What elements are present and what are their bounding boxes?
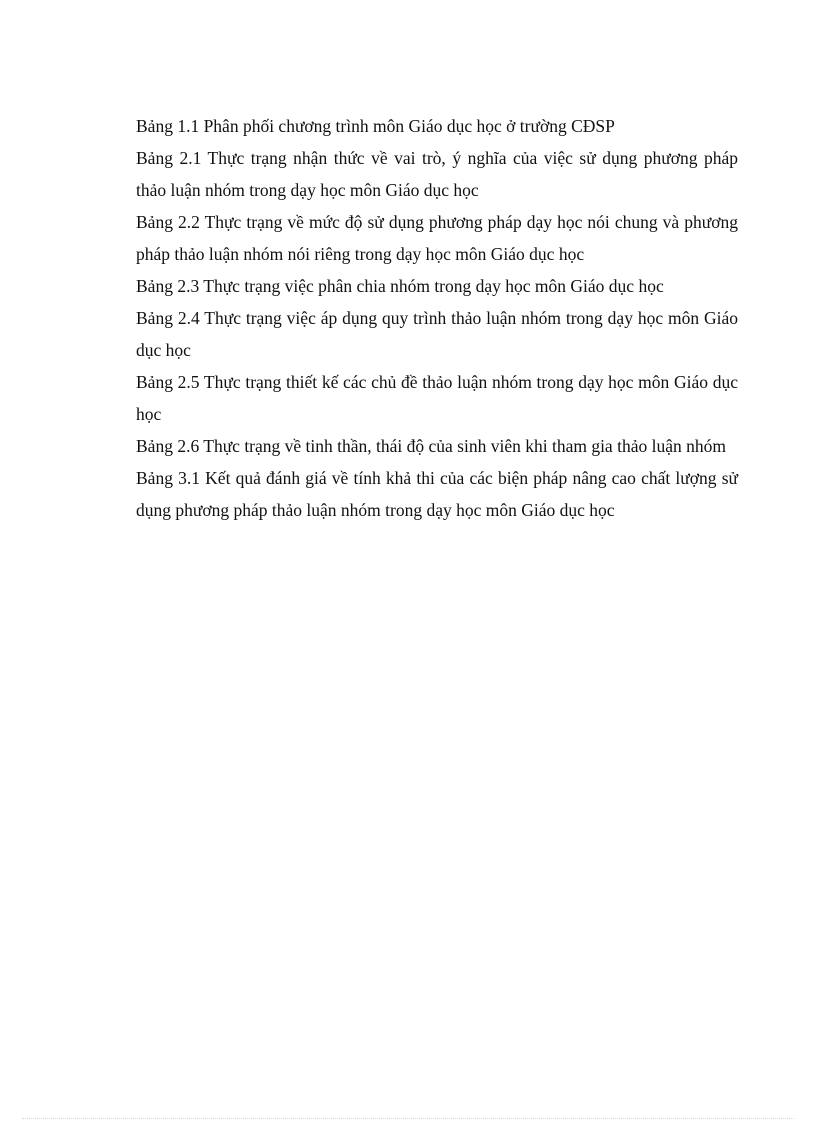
table-entry-1-1: Bảng 1.1 Phân phối chương trình môn Giáo dục học ở trường CĐSP xyxy=(136,116,615,136)
page-bottom-divider xyxy=(22,1118,794,1119)
table-list xyxy=(136,110,738,526)
table-entry-2-1: Bảng 2.1 Thực trạng nhận thức về vai trò, ý nghĩa của việc sử dụng phương pháp thảo luận nhóm trong dạy học môn Giáo dục học xyxy=(136,148,738,200)
table-entry-2-4: Bảng 2.4 Thực trạng việc áp dụng quy trình thảo luận nhóm trong dạy học môn Giáo dục học xyxy=(136,308,738,360)
table-entry-2-5: Bảng 2.5 Thực trạng thiết kế các chủ đề thảo luận nhóm trong dạy học môn Giáo dục học xyxy=(136,372,738,424)
table-entry-2-2: Bảng 2.2 Thực trạng về mức độ sử dụng phương pháp dạy học nói chung và phương pháp thảo luận nhóm nói riêng trong dạy học môn Giáo dục học xyxy=(136,212,738,264)
table-entry-2-6: Bảng 2.6 Thực trạng về tinh thần, thái độ của sinh viên khi tham gia thảo luận nhóm xyxy=(136,436,726,456)
table-entry-2-3: Bảng 2.3 Thực trạng việc phân chia nhóm trong dạy học môn Giáo dục học xyxy=(136,276,664,296)
table-entry-3-1: Bảng 3.1 Kết quả đánh giá về tính khả thi của các biện pháp nâng cao chất lượng sử dụng phương pháp thảo luận nhóm trong dạy học môn Giáo dục học xyxy=(136,468,738,520)
